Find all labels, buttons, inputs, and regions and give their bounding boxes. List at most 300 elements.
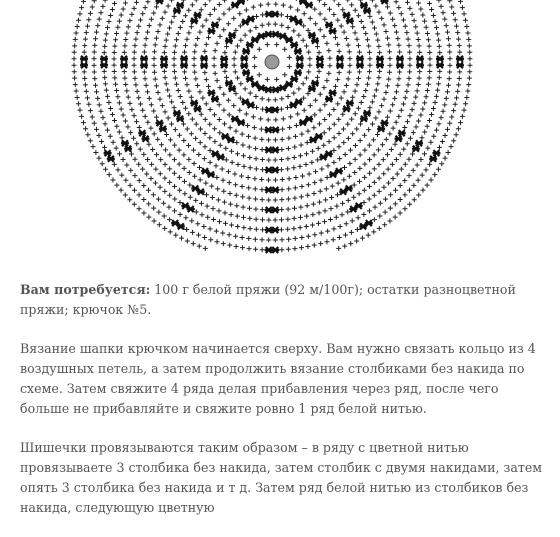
- single-crochet-symbol: [449, 5, 454, 10]
- single-crochet-symbol: [447, 63, 452, 68]
- single-crochet-symbol: [399, 167, 404, 172]
- single-crochet-symbol: [126, 95, 131, 100]
- single-crochet-symbol: [224, 75, 229, 80]
- bobble-stitch-symbol: [221, 134, 229, 140]
- single-crochet-symbol: [233, 182, 238, 187]
- single-crochet-symbol: [455, 89, 460, 94]
- single-crochet-symbol: [455, 30, 460, 35]
- single-crochet-symbol: [286, 207, 291, 212]
- single-crochet-symbol: [429, 7, 434, 12]
- single-crochet-symbol: [162, 214, 167, 219]
- single-crochet-symbol: [273, 22, 278, 27]
- bobble-stitch-symbol: [329, 90, 337, 96]
- single-crochet-symbol: [418, 113, 423, 118]
- single-crochet-symbol: [405, 0, 410, 5]
- bobble-stitch-symbol: [311, 80, 319, 86]
- single-crochet-symbol: [96, 156, 101, 161]
- single-crochet-symbol: [149, 17, 154, 22]
- single-crochet-symbol: [436, 0, 441, 3]
- single-crochet-symbol: [298, 225, 303, 230]
- single-crochet-symbol: [207, 0, 212, 2]
- single-crochet-symbol: [129, 152, 134, 157]
- single-crochet-symbol: [140, 167, 145, 172]
- single-crochet-symbol: [226, 98, 231, 103]
- single-crochet-symbol: [129, 107, 134, 112]
- single-crochet-symbol: [324, 239, 329, 244]
- single-crochet-symbol: [172, 14, 177, 19]
- single-crochet-symbol: [340, 212, 345, 217]
- single-crochet-symbol: [257, 47, 262, 52]
- single-crochet-symbol: [156, 210, 161, 215]
- single-crochet-symbol: [208, 226, 213, 231]
- single-crochet-symbol: [187, 183, 192, 188]
- single-crochet-symbol: [220, 166, 225, 171]
- single-crochet-symbol: [407, 157, 412, 162]
- single-crochet-symbol: [73, 82, 78, 87]
- bobble-stitch-symbol: [246, 76, 254, 82]
- single-crochet-symbol: [252, 125, 257, 130]
- single-crochet-symbol: [287, 176, 292, 181]
- single-crochet-symbol: [114, 146, 119, 151]
- single-crochet-symbol: [447, 76, 452, 81]
- single-crochet-symbol: [279, 237, 284, 242]
- single-crochet-symbol: [245, 123, 250, 128]
- single-crochet-symbol: [466, 37, 471, 42]
- single-crochet-symbol: [206, 35, 211, 40]
- single-crochet-symbol: [199, 212, 204, 217]
- single-crochet-symbol: [157, 22, 162, 27]
- single-crochet-symbol: [172, 157, 177, 162]
- single-crochet-symbol: [367, 184, 372, 189]
- single-crochet-symbol: [312, 112, 317, 117]
- single-crochet-symbol: [154, 152, 159, 157]
- single-crochet-symbol: [304, 76, 309, 81]
- single-crochet-symbol: [253, 146, 258, 151]
- bobble-stitch-symbol: [396, 62, 404, 68]
- single-crochet-symbol: [108, 13, 113, 18]
- single-crochet-symbol: [197, 165, 202, 170]
- single-crochet-symbol: [142, 70, 147, 75]
- single-crochet-symbol: [447, 50, 452, 55]
- single-crochet-symbol: [305, 244, 310, 249]
- single-crochet-symbol: [233, 129, 238, 134]
- single-crochet-symbol: [336, 181, 341, 186]
- single-crochet-symbol: [154, 83, 159, 88]
- single-crochet-symbol: [260, 107, 265, 112]
- single-crochet-symbol: [266, 22, 271, 27]
- single-crochet-symbol: [122, 43, 127, 48]
- single-crochet-symbol: [407, 173, 412, 178]
- single-crochet-symbol: [339, 96, 344, 101]
- single-crochet-symbol: [393, 201, 398, 206]
- single-crochet-symbol: [190, 230, 195, 235]
- single-crochet-symbol: [347, 49, 352, 54]
- single-crochet-symbol: [378, 201, 383, 206]
- bobble-stitch-symbol: [201, 168, 209, 174]
- single-crochet-symbol: [402, 178, 407, 183]
- single-crochet-symbol: [180, 100, 185, 105]
- single-crochet-symbol: [337, 156, 342, 161]
- single-crochet-symbol: [315, 75, 320, 80]
- bobble-stitch-symbol: [279, 33, 287, 39]
- single-crochet-symbol: [137, 178, 142, 183]
- single-crochet-symbol: [384, 137, 389, 142]
- single-crochet-symbol: [403, 24, 408, 29]
- single-crochet-symbol: [260, 207, 265, 212]
- single-crochet-symbol: [204, 101, 209, 106]
- single-crochet-symbol: [186, 8, 191, 13]
- single-crochet-symbol: [110, 112, 115, 117]
- bobble-stitch-symbol: [265, 227, 273, 233]
- single-crochet-symbol: [376, 147, 381, 152]
- single-crochet-symbol: [394, 120, 399, 125]
- bobble-stitch-symbol: [346, 18, 354, 24]
- single-crochet-symbol: [145, 30, 150, 35]
- single-crochet-symbol: [183, 76, 188, 81]
- single-crochet-symbol: [202, 156, 207, 161]
- bobble-stitch-symbol: [329, 28, 337, 34]
- single-crochet-symbol: [335, 77, 340, 82]
- single-crochet-symbol: [110, 7, 115, 12]
- single-crochet-symbol: [253, 247, 258, 252]
- single-crochet-symbol: [172, 197, 177, 202]
- bobble-stitch-symbol: [339, 189, 347, 195]
- single-crochet-symbol: [286, 94, 291, 99]
- bobble-stitch-symbol: [140, 56, 148, 62]
- single-crochet-symbol: [361, 94, 366, 99]
- single-crochet-symbol: [336, 144, 341, 149]
- bobble-stitch-symbol: [140, 62, 148, 68]
- single-crochet-symbol: [439, 4, 444, 9]
- bobble-stitch-symbol: [265, 11, 273, 17]
- single-crochet-symbol: [73, 37, 78, 42]
- single-crochet-symbol: [242, 164, 247, 169]
- single-crochet-symbol: [402, 206, 407, 211]
- single-crochet-symbol: [119, 173, 124, 178]
- single-crochet-symbol: [388, 192, 393, 197]
- single-crochet-symbol: [137, 192, 142, 197]
- single-crochet-symbol: [85, 132, 90, 137]
- bobble-stitch-symbol: [227, 137, 235, 143]
- single-crochet-symbol: [132, 188, 137, 193]
- single-crochet-symbol: [248, 91, 253, 96]
- single-crochet-symbol: [173, 127, 178, 132]
- bobble-stitch-symbol: [264, 31, 272, 37]
- single-crochet-symbol: [273, 237, 278, 242]
- single-crochet-symbol: [407, 50, 412, 55]
- single-crochet-symbol: [336, 246, 341, 251]
- single-crochet-symbol: [259, 127, 264, 132]
- single-crochet-symbol: [235, 151, 240, 156]
- bobble-stitch-symbol: [207, 28, 215, 34]
- single-crochet-symbol: [105, 94, 110, 99]
- single-crochet-symbol: [336, 117, 341, 122]
- bobble-stitch-symbol: [432, 150, 440, 156]
- bobble-stitch-symbol: [160, 56, 168, 62]
- single-crochet-symbol: [221, 241, 226, 246]
- single-crochet-symbol: [315, 44, 320, 49]
- single-crochet-symbol: [166, 116, 171, 121]
- single-crochet-symbol: [102, 145, 107, 150]
- single-crochet-symbol: [279, 96, 284, 101]
- single-crochet-symbol: [386, 180, 391, 185]
- requirements-label: Вам потребуется:: [20, 282, 150, 297]
- bobble-stitch-symbol: [346, 100, 354, 106]
- single-crochet-symbol: [79, 114, 84, 119]
- single-crochet-symbol: [181, 152, 186, 157]
- single-crochet-symbol: [367, 208, 372, 213]
- single-crochet-symbol: [422, 151, 427, 156]
- single-crochet-symbol: [420, 188, 425, 193]
- single-crochet-symbol: [158, 185, 163, 190]
- single-crochet-symbol: [222, 69, 227, 74]
- single-crochet-symbol: [291, 226, 296, 231]
- single-crochet-symbol: [153, 180, 158, 185]
- single-crochet-symbol: [376, 44, 381, 49]
- article-body: [20, 280, 545, 537]
- single-crochet-symbol: [102, 75, 107, 80]
- single-crochet-symbol: [98, 10, 103, 15]
- single-crochet-symbol: [425, 88, 430, 93]
- single-crochet-symbol: [286, 146, 291, 151]
- single-crochet-symbol: [367, 171, 372, 176]
- single-crochet-symbol: [198, 177, 203, 182]
- single-crochet-symbol: [406, 82, 411, 87]
- single-crochet-symbol: [172, 56, 177, 61]
- single-crochet-symbol: [299, 184, 304, 189]
- single-crochet-symbol: [82, 43, 87, 48]
- single-crochet-symbol: [163, 109, 168, 114]
- single-crochet-symbol: [309, 160, 314, 165]
- single-crochet-symbol: [133, 82, 138, 87]
- single-crochet-symbol: [172, 208, 177, 213]
- bobble-stitch-symbol: [156, 120, 164, 126]
- single-crochet-symbol: [366, 127, 371, 132]
- single-crochet-symbol: [322, 34, 327, 39]
- single-crochet-symbol: [410, 152, 415, 157]
- single-crochet-symbol: [195, 83, 200, 88]
- bobble-stitch-symbol: [349, 206, 357, 212]
- single-crochet-symbol: [349, 2, 354, 7]
- single-crochet-symbol: [326, 48, 331, 53]
- single-crochet-symbol: [189, 131, 194, 136]
- single-crochet-symbol: [298, 205, 303, 210]
- single-crochet-symbol: [217, 85, 222, 90]
- single-crochet-symbol: [354, 126, 359, 131]
- single-crochet-symbol: [221, 27, 226, 32]
- single-crochet-symbol: [447, 0, 452, 3]
- single-crochet-symbol: [100, 161, 105, 166]
- single-crochet-symbol: [102, 44, 107, 49]
- single-crochet-symbol: [394, 89, 399, 94]
- single-crochet-symbol: [238, 38, 243, 43]
- single-crochet-symbol: [279, 23, 284, 28]
- single-crochet-symbol: [296, 86, 301, 91]
- single-crochet-symbol: [221, 108, 226, 113]
- single-crochet-symbol: [346, 198, 351, 203]
- single-crochet-symbol: [294, 123, 299, 128]
- single-crochet-symbol: [186, 89, 191, 94]
- single-crochet-symbol: [135, 30, 140, 35]
- single-crochet-symbol: [132, 6, 137, 11]
- single-crochet-symbol: [348, 241, 353, 246]
- single-crochet-symbol: [212, 112, 217, 117]
- bobble-stitch-symbol: [265, 247, 273, 253]
- single-crochet-symbol: [379, 103, 384, 108]
- single-crochet-symbol: [243, 33, 248, 38]
- single-crochet-symbol: [207, 135, 212, 140]
- single-crochet-symbol: [316, 146, 321, 151]
- single-crochet-symbol: [404, 89, 409, 94]
- single-crochet-symbol: [451, 108, 456, 113]
- single-crochet-symbol: [335, 101, 340, 106]
- single-crochet-symbol: [234, 193, 239, 198]
- single-crochet-symbol: [362, 148, 367, 153]
- single-crochet-symbol: [439, 161, 444, 166]
- bobble-stitch-symbol: [285, 81, 293, 87]
- single-crochet-symbol: [347, 161, 352, 166]
- single-crochet-symbol: [367, 197, 372, 202]
- single-crochet-symbol: [347, 174, 352, 179]
- bobble-stitch-symbol: [415, 140, 423, 146]
- single-crochet-symbol: [127, 18, 132, 23]
- single-crochet-symbol: [260, 217, 265, 222]
- single-crochet-symbol: [174, 37, 179, 42]
- single-crochet-symbol: [376, 10, 381, 15]
- single-crochet-symbol: [347, 70, 352, 75]
- single-crochet-symbol: [298, 215, 303, 220]
- bobble-stitch-symbol: [231, 2, 239, 8]
- single-crochet-symbol: [235, 76, 240, 81]
- single-crochet-symbol: [222, 121, 227, 126]
- single-crochet-symbol: [307, 63, 312, 68]
- bobble-stitch-symbol: [296, 55, 304, 61]
- single-crochet-symbol: [152, 63, 157, 68]
- single-crochet-symbol: [429, 112, 434, 117]
- single-crochet-symbol: [260, 227, 265, 232]
- single-crochet-symbol: [141, 183, 146, 188]
- single-crochet-symbol: [444, 96, 449, 101]
- single-crochet-symbol: [306, 69, 311, 74]
- single-crochet-symbol: [285, 156, 290, 161]
- single-crochet-symbol: [245, 0, 250, 1]
- single-crochet-symbol: [441, 10, 446, 15]
- bobble-stitch-symbol: [398, 130, 406, 136]
- single-crochet-symbol: [318, 27, 323, 32]
- single-crochet-symbol: [156, 29, 161, 34]
- bobble-stitch-symbol: [299, 0, 307, 4]
- single-crochet-symbol: [334, 215, 339, 220]
- single-crochet-symbol: [204, 42, 209, 47]
- single-crochet-symbol: [165, 32, 170, 37]
- single-crochet-symbol: [247, 155, 252, 160]
- single-crochet-symbol: [395, 36, 400, 41]
- bobble-stitch-symbol: [363, 110, 371, 116]
- single-crochet-symbol: [467, 63, 472, 68]
- single-crochet-symbol: [94, 127, 99, 132]
- single-crochet-symbol: [265, 77, 270, 82]
- single-crochet-symbol: [204, 77, 209, 82]
- single-crochet-symbol: [136, 95, 141, 100]
- single-crochet-symbol: [93, 36, 98, 41]
- bobble-stitch-symbol: [315, 134, 323, 140]
- bobble-stitch-symbol: [240, 55, 248, 61]
- single-crochet-symbol: [322, 219, 327, 224]
- single-crochet-symbol: [319, 166, 324, 171]
- single-crochet-symbol: [279, 247, 284, 252]
- single-crochet-symbol: [298, 153, 303, 158]
- single-crochet-symbol: [91, 144, 96, 149]
- single-crochet-symbol: [74, 30, 79, 35]
- single-crochet-symbol: [293, 134, 298, 139]
- bobble-stitch-symbol: [176, 2, 184, 8]
- bobble-stitch-symbol: [311, 38, 319, 44]
- single-crochet-symbol: [108, 134, 113, 139]
- single-crochet-symbol: [393, 188, 398, 193]
- single-crochet-symbol: [456, 82, 461, 87]
- single-crochet-symbol: [169, 121, 174, 126]
- single-crochet-symbol: [202, 70, 207, 75]
- bobble-stitch-symbol: [359, 223, 367, 229]
- bobble-stitch-symbol: [257, 85, 265, 91]
- bobble-stitch-symbol: [241, 99, 249, 105]
- bobble-stitch-symbol: [436, 62, 444, 68]
- single-crochet-symbol: [367, 105, 372, 110]
- bobble-stitch-symbol: [225, 38, 233, 44]
- bobble-stitch-symbol: [225, 80, 233, 86]
- bobble-stitch-symbol: [279, 85, 287, 91]
- single-crochet-symbol: [416, 37, 421, 42]
- single-crochet-symbol: [387, 219, 392, 224]
- single-crochet-symbol: [184, 227, 189, 232]
- single-crochet-symbol: [337, 49, 342, 54]
- single-crochet-symbol: [103, 38, 108, 43]
- single-crochet-symbol: [177, 162, 182, 167]
- single-crochet-symbol: [316, 221, 321, 226]
- bobble-stitch-symbol: [237, 120, 245, 126]
- single-crochet-symbol: [393, 215, 398, 220]
- single-crochet-symbol: [134, 0, 139, 5]
- single-crochet-symbol: [407, 63, 412, 68]
- single-crochet-symbol: [94, 30, 99, 35]
- single-crochet-symbol: [232, 172, 237, 177]
- single-crochet-symbol: [226, 21, 231, 26]
- single-crochet-symbol: [342, 89, 347, 94]
- single-crochet-symbol: [293, 236, 298, 241]
- single-crochet-symbol: [194, 122, 199, 127]
- single-crochet-symbol: [307, 172, 312, 177]
- single-crochet-symbol: [410, 107, 415, 112]
- single-crochet-symbol: [103, 167, 108, 172]
- single-crochet-symbol: [422, 100, 427, 105]
- single-crochet-symbol: [173, 44, 178, 49]
- single-crochet-symbol: [254, 227, 259, 232]
- single-crochet-symbol: [212, 139, 217, 144]
- single-crochet-symbol: [305, 203, 310, 208]
- single-crochet-symbol: [385, 36, 390, 41]
- bobble-stitch-symbol: [264, 127, 272, 133]
- single-crochet-symbol: [439, 115, 444, 120]
- single-crochet-symbol: [462, 11, 467, 16]
- single-crochet-symbol: [229, 149, 234, 154]
- single-crochet-symbol: [123, 118, 128, 123]
- single-crochet-symbol: [408, 136, 413, 141]
- single-crochet-symbol: [167, 166, 172, 171]
- single-crochet-symbol: [398, 183, 403, 188]
- single-crochet-symbol: [357, 69, 362, 74]
- single-crochet-symbol: [100, 115, 105, 120]
- single-crochet-symbol: [346, 76, 351, 81]
